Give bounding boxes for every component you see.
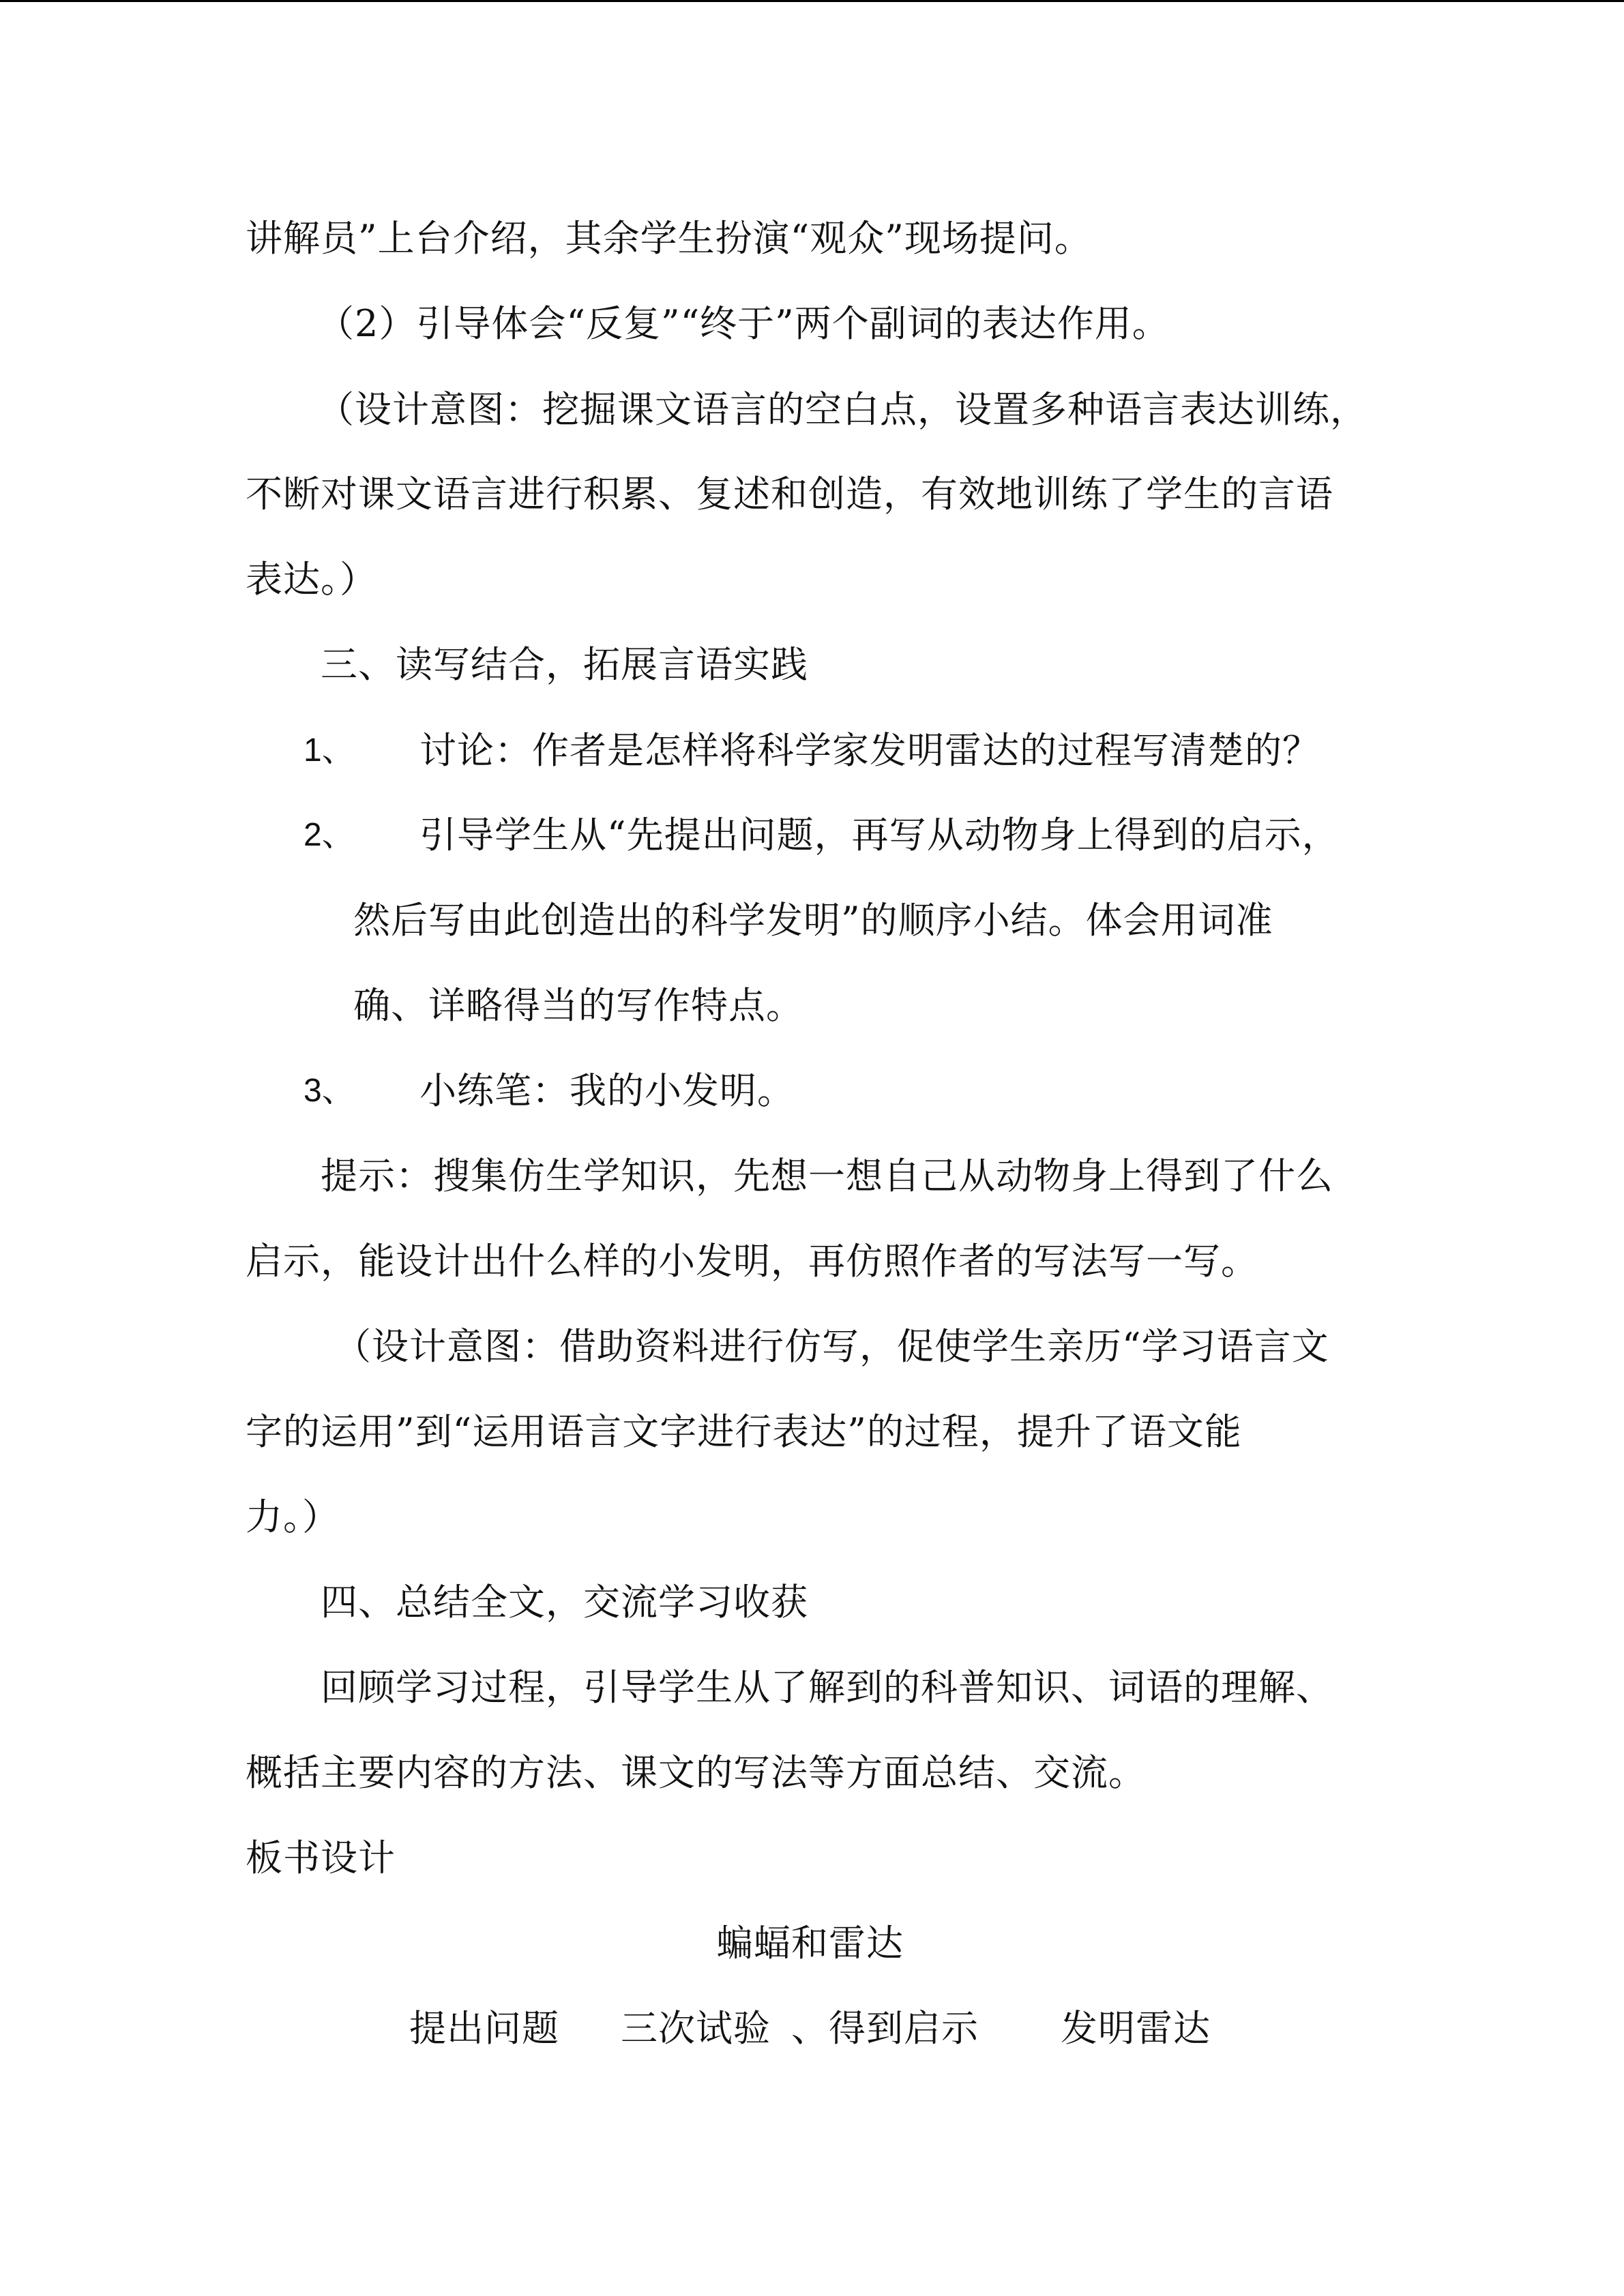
board-step-2: 三次试验 bbox=[621, 2007, 771, 2050]
board-step-1: 提出问题 bbox=[409, 2007, 559, 2050]
design-intent-line: 字的运用”到“运用语言文字进行表达”的过程，提升了语文能 bbox=[246, 1410, 1242, 1453]
design-intent-line: （设计意图：挖掘课文语言的空白点，设置多种语言表达训练， bbox=[317, 388, 1368, 431]
board-step-3: 、得到启示 bbox=[791, 2007, 979, 2050]
list-number: 3、 bbox=[304, 1073, 355, 1109]
list-item-text: 确、详略得当的写作特点。 bbox=[353, 984, 803, 1027]
design-intent-line: 表达。） bbox=[246, 558, 377, 601]
list-item-text: 小练笔：我的小发明。 bbox=[419, 1069, 795, 1112]
section-heading: 三、读写结合，拓展言语实践 bbox=[321, 643, 808, 686]
design-intent-line: 不断对课文语言进行积累、复述和创造，有效地训练了学生的言语 bbox=[246, 473, 1333, 516]
list-item-text: 讨论：作者是怎样将科学家发明雷达的过程写清楚的？ bbox=[419, 729, 1320, 772]
list-item-text: 然后写由此创造出的科学发明”的顺序小结。体会用词准 bbox=[353, 899, 1273, 942]
paragraph-line: （2）引导体会“反复”“终于”两个副词的表达作用。 bbox=[317, 302, 1170, 345]
design-intent-line: 力。） bbox=[246, 1495, 340, 1538]
board-step-4: 发明雷达 bbox=[1061, 2007, 1211, 2050]
page-top-border bbox=[0, 0, 1624, 2]
list-number: 1、 bbox=[304, 732, 355, 769]
hint-line: 提示：搜集仿生学知识，先想一想自己从动物身上得到了什么 bbox=[321, 1154, 1333, 1197]
design-intent-line: （设计意图：借助资料进行仿写，促使学生亲历“学习语言文 bbox=[334, 1325, 1329, 1368]
summary-line: 概括主要内容的方法、课文的写法等方面总结、交流。 bbox=[246, 1751, 1146, 1794]
summary-line: 回顾学习过程，引导学生从了解到的科普知识、词语的理解、 bbox=[321, 1666, 1333, 1709]
hint-line: 启示，能设计出什么样的小发明，再仿照作者的写法写一写。 bbox=[246, 1240, 1258, 1283]
paragraph-line: 讲解员”上台介绍，其余学生扮演“观众”现场提问。 bbox=[246, 217, 1092, 260]
section-heading: 四、总结全文，交流学习收获 bbox=[321, 1581, 808, 1624]
list-item-text: 引导学生从“先提出问题，再写从动物身上得到的启示， bbox=[419, 814, 1340, 856]
board-design-heading: 板书设计 bbox=[246, 1836, 396, 1879]
board-title: 蝙蝠和雷达 bbox=[716, 1922, 904, 1965]
list-number: 2、 bbox=[304, 817, 355, 853]
